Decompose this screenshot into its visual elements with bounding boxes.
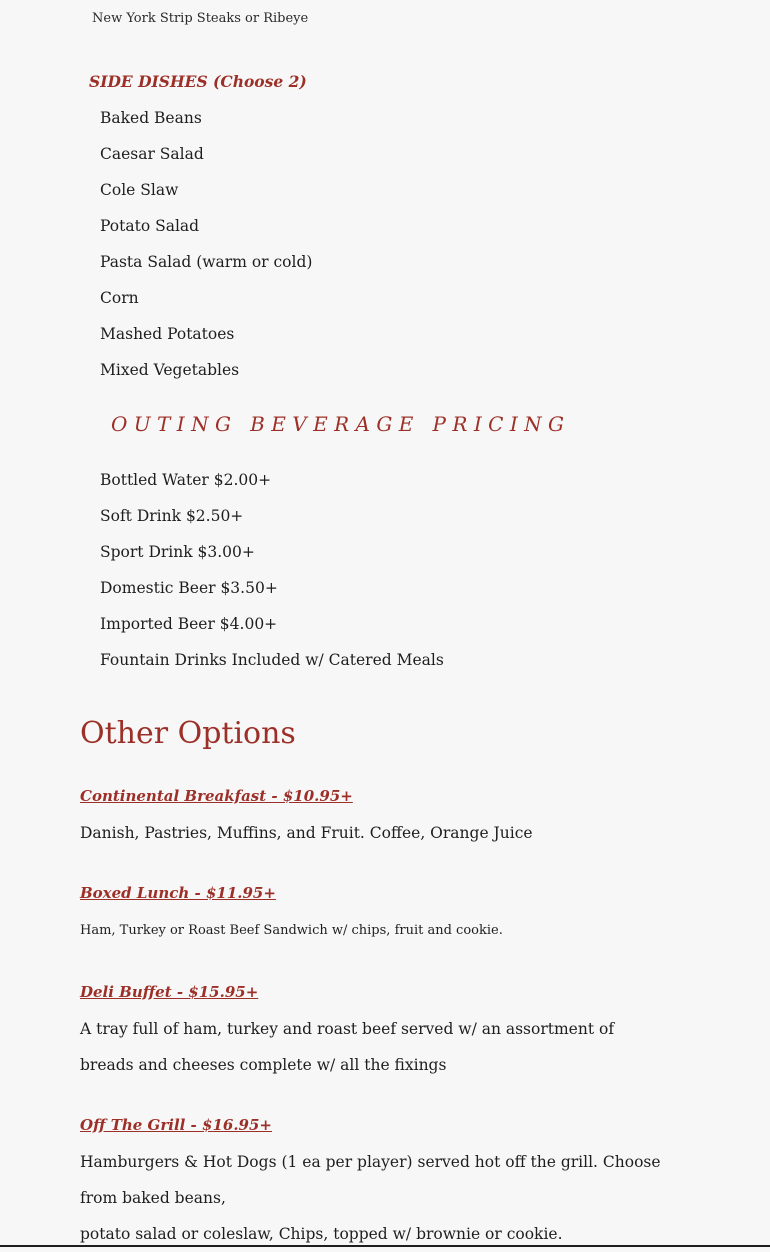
other-options-title: Other Options [80,716,296,751]
off-the-grill-description-line2: potato salad or coleslaw, Chips, topped w/ brownie or cookie. [80,1225,563,1243]
off-the-grill-link[interactable]: Off The Grill - $16.95+ [80,1116,272,1134]
side-dishes-heading: SIDE DISHES (Choose 2) [89,72,307,91]
off-the-grill-description [80,1144,670,1252]
list-item: Sport Drink $3.00+ [100,543,255,561]
list-item: Pasta Salad (warm or cold) [100,253,313,271]
list-item: Baked Beans [100,109,202,127]
list-item: Caesar Salad [100,145,204,163]
off-the-grill-description-line1: Hamburgers & Hot Dogs (1 ea per player) served hot off the grill. Choose from baked beans, [80,1153,661,1207]
list-item: Bottled Water $2.00+ [100,471,272,489]
list-item: Domestic Beer $3.50+ [100,579,278,597]
beverage-pricing-list [100,470,444,686]
side-dishes-list [100,108,312,396]
list-item: Fountain Drinks Included w/ Catered Meals [100,651,444,669]
list-item: Cole Slaw [100,181,179,199]
beverage-pricing-heading: OUTING BEVERAGE PRICING [111,412,571,436]
list-item: Potato Salad [100,217,200,235]
list-item: Mixed Vegetables [100,361,240,379]
list-item: Soft Drink $2.50+ [100,507,244,525]
steak-option-text: New York Strip Steaks or Ribeye [92,11,309,26]
deli-buffet-description: A tray full of ham, turkey and roast beef served w/ an assortment of breads and cheeses complete w/ all the fixings [80,1020,615,1074]
continental-breakfast-description: Danish, Pastries, Muffins, and Fruit. Coffee, Orange Juice [80,824,533,842]
list-item: Imported Beer $4.00+ [100,615,278,633]
deli-buffet-link[interactable]: Deli Buffet - $15.95+ [80,983,259,1001]
list-item: Mashed Potatoes [100,325,235,343]
list-item: Corn [100,289,139,307]
boxed-lunch-link[interactable]: Boxed Lunch - $11.95+ [80,884,276,902]
continental-breakfast-link[interactable]: Continental Breakfast - $10.95+ [80,787,353,805]
boxed-lunch-description: Ham, Turkey or Roast Beef Sandwich w/ chips, fruit and cookie. [80,923,503,938]
